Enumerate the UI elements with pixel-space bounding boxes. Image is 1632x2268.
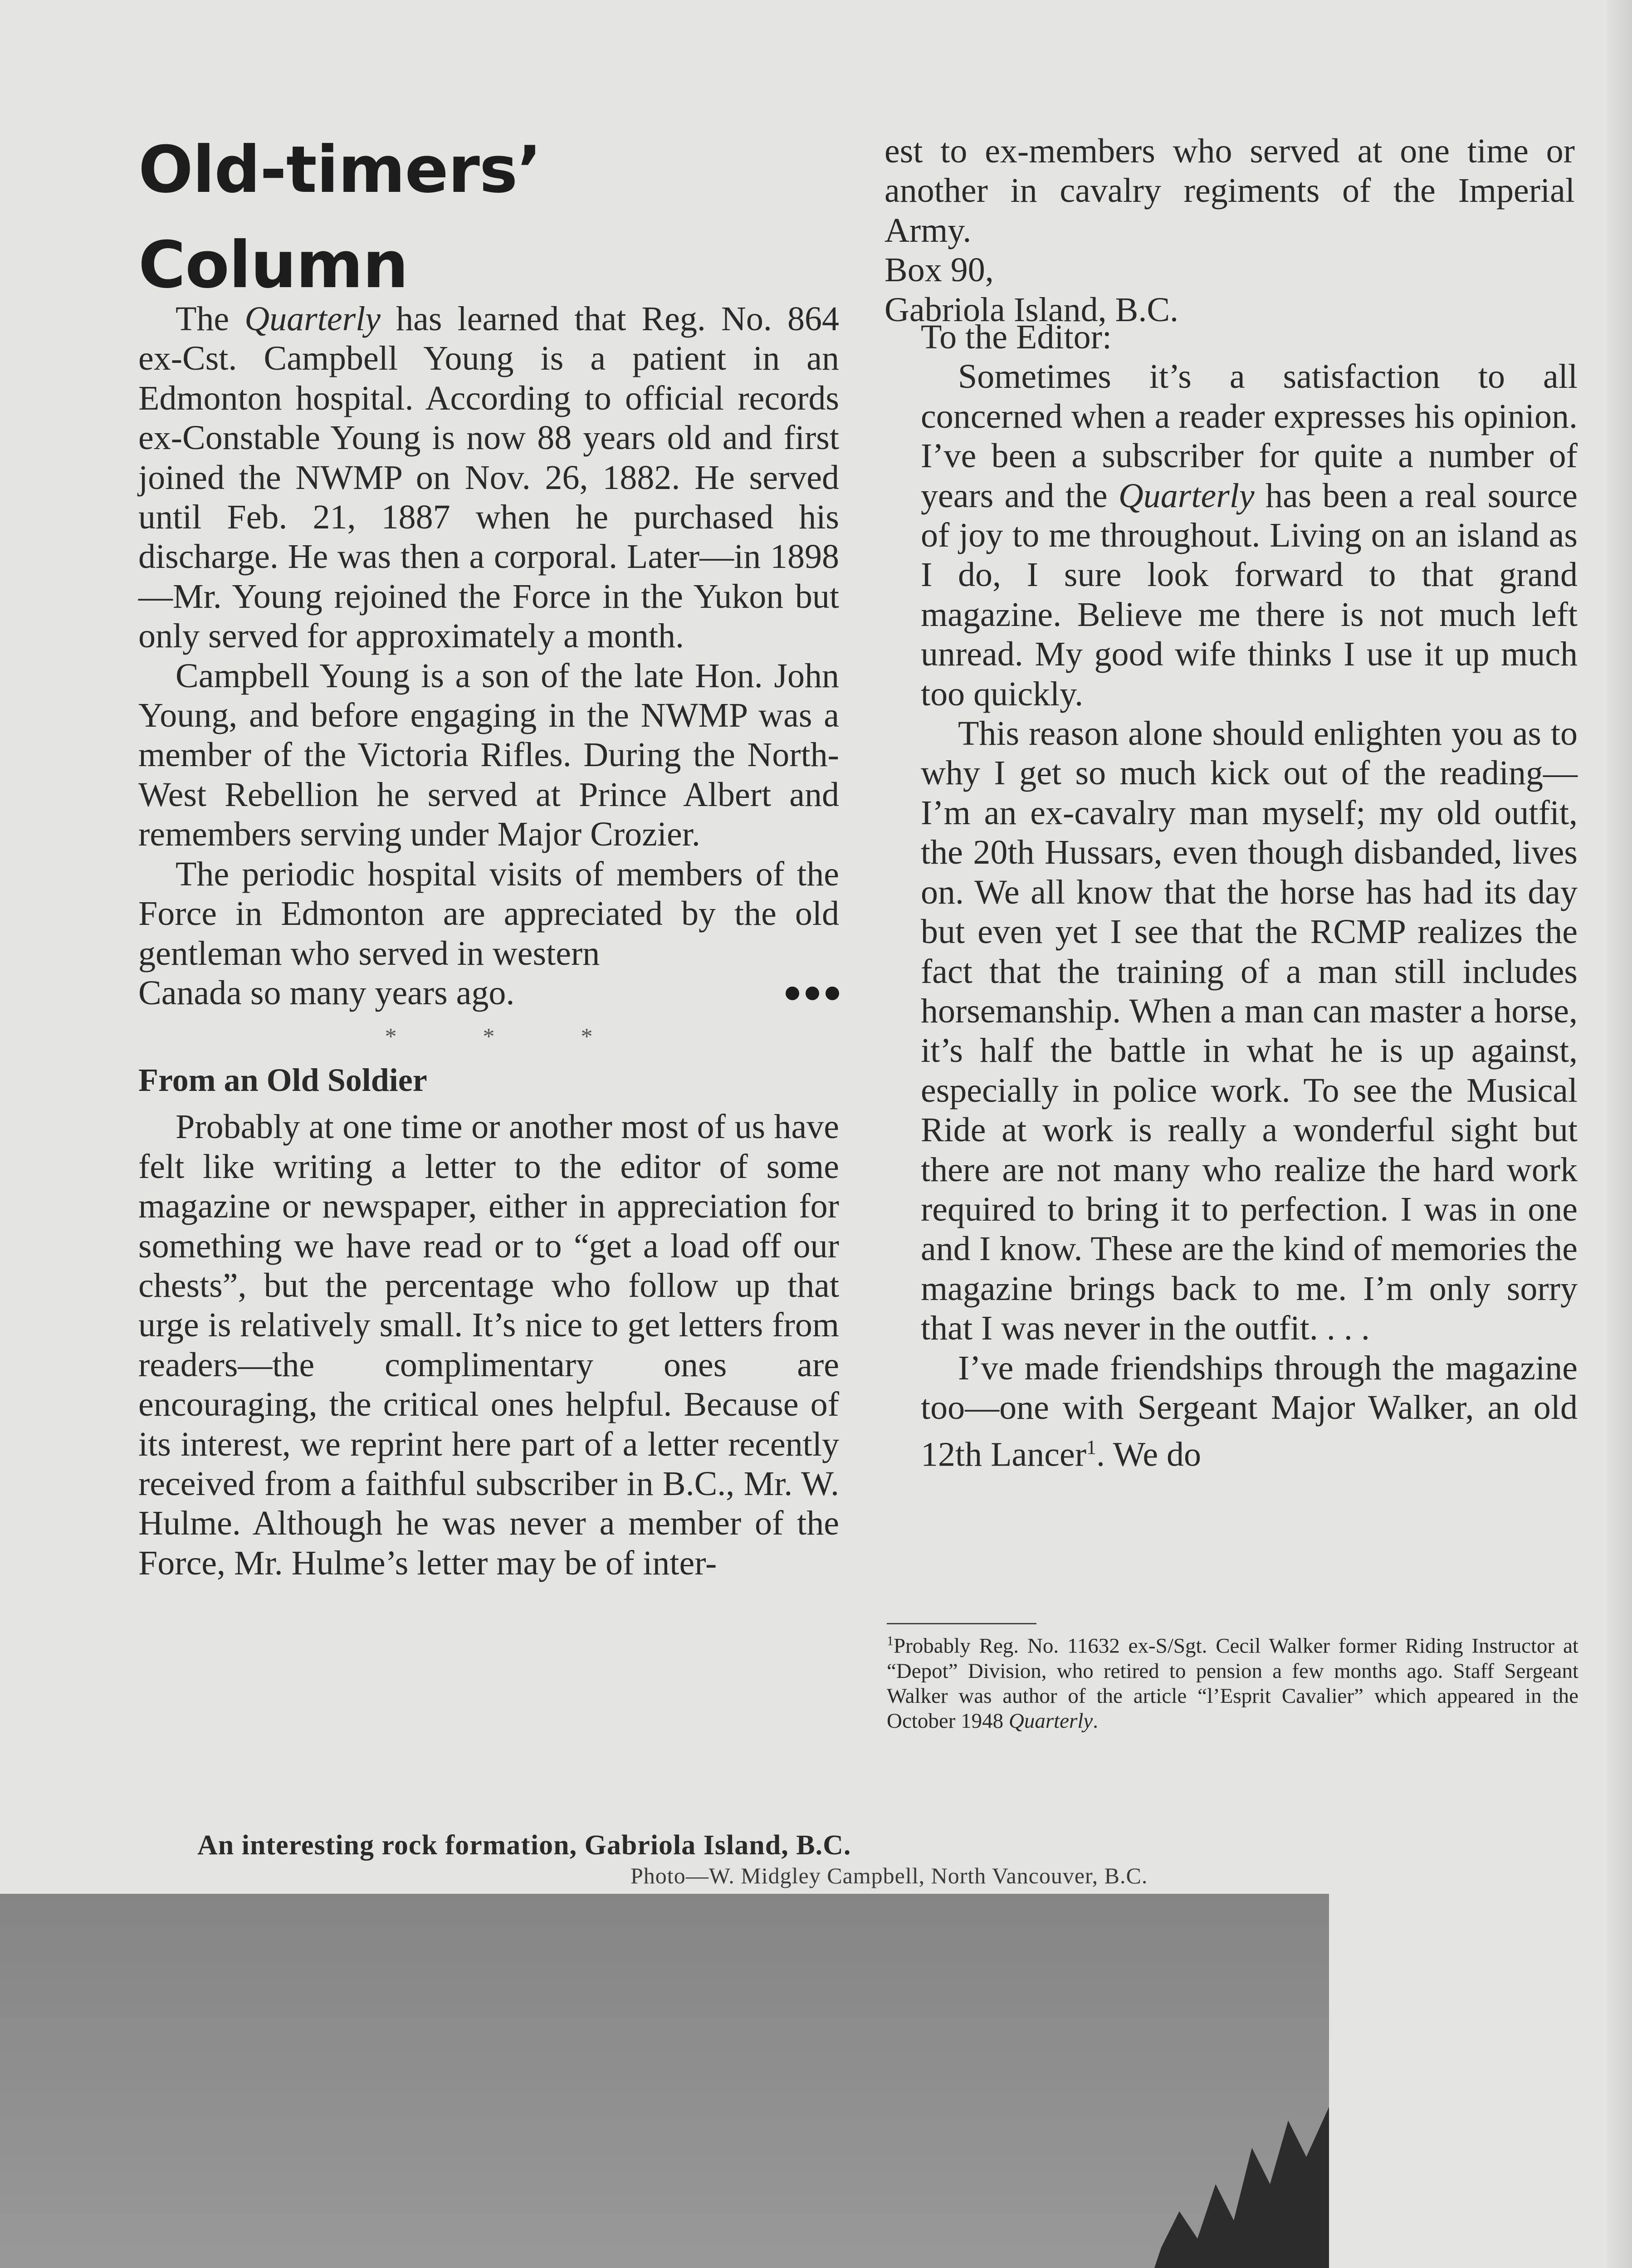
right-column-top: [884, 132, 1575, 330]
paragraph-family: Campbell Young is a son of the late Hon. John Young, and before engaging in the NWMP was a member of the Victoria Rifles. During the North-West Rebellion he served at Prince Albert and remembers serving under Major Crozier.: [138, 656, 839, 854]
paragraph-campbell-young: [138, 299, 839, 656]
page-edge: [1607, 0, 1632, 2268]
text-run: has been a real source of joy to me throughout. Living on an island as I do, I sure look forward to that grand magazine. Believe me there is not much left unread. My good wife thinks I use it up much too quickly.: [921, 476, 1578, 713]
subheading: From an Old Soldier: [138, 1062, 427, 1099]
footnote: [887, 1628, 1578, 1734]
text-run: . We do: [1096, 1435, 1202, 1474]
text-run: I’ve made friendships through the magazine too—one with Sergeant Major Walker, an old 12th Lancer: [921, 1349, 1578, 1474]
end-mark-dots-icon: [786, 987, 839, 1000]
footnote-marker: 1: [887, 1633, 894, 1648]
section-divider: [138, 1017, 839, 1057]
footnote-rule: [887, 1623, 1036, 1624]
address-line-2: Gabriola Island, B.C.: [884, 290, 1179, 329]
text-run: Probably Reg. No. 11632 ex-S/Sgt. Cecil Walker former Riding Instructor at “Depot” Division, who retired to pension a few months ago. Staff Sergeant Walker was author of the article “l’Esprit Cavalier” which appeared in the October 1948: [887, 1634, 1578, 1733]
text-run: The: [176, 300, 245, 338]
text-run: has learned that Reg. No. 864 ex-Cst. Campbell Young is a patient in an Edmonton hospital. According to official records ex-Constable Young is now 88 years old and first joined the NWMP on Nov. 26, 1882. He served until Feb. 21, 1887 when he purchased his discharge. He was then a corporal. Later—in 1898—Mr. Young rejoined the Force in the Yukon but only served for approximately a month.: [138, 300, 840, 655]
photo-credit: Photo—W. Midgley Campbell, North Vancouver, B.C.: [630, 1863, 1148, 1888]
heading-line-2: Column: [138, 228, 408, 303]
text-run: The periodic hospital visits of members of the Force in Edmonton are appreciated by the old gentleman who served in western: [138, 855, 839, 973]
divider-star-icon: *: [581, 1024, 593, 1050]
paragraph-letters-intro: Probably at one time or another most of us have felt like writing a letter to the editor of some magazine or newspaper, either in appreciation for something we have read or to “get a load off our chests”, but the percentage who follow up that urge is relatively small. It’s nice to get letters from readers—the complimentary ones are encouraging, the critical ones helpful. Because of its interest, we reprint here part of a letter recently received from a faithful subscriber in B.C., Mr. W. Hulme. Although he was never a member of the Force, Mr. Hulme’s letter may be of inter-: [138, 1108, 839, 1582]
paragraph-hospital-visits: [138, 855, 839, 973]
letter-paragraph-2: This reason alone should enlighten you as to why I get so much kick out of the reading—I’m an ex-cavalry man myself; my old outfit, the 20th Hussars, even though disbanded, lives on. We all know that the horse has had its day but even yet I see that the RCMP realizes the fact that the training of a man still includes horsemanship. When a man can master a horse, it’s half the battle in what he is up against, especially in police work. To see the Musical Ride at work is really a wonderful sight but there are not many who realize the hard work required to bring it to perfection. I was in one and I know. These are the kind of memories the magazine brings back to me. I’m only sorry that I was never in the outfit. . . .: [921, 714, 1578, 1348]
italic-run: Quarterly: [244, 300, 381, 338]
letter-paragraph-3: [921, 1349, 1578, 1475]
rock-formation-photo: [0, 1894, 1329, 2268]
paragraph-continuation: est to ex-members who served at one time or another in cavalry regiments of the Imperial Army.: [884, 132, 1575, 249]
divider-star-icon: *: [385, 1024, 397, 1050]
text-run: Sometimes it’s a satisfaction to all concerned when a reader expresses his opinion. I’ve been a subscriber for quite a number of years and the: [921, 357, 1578, 515]
address-line-1: Box 90,: [884, 251, 994, 289]
column-heading: [138, 122, 864, 313]
right-column-letter: [921, 318, 1578, 1475]
divider-star-icon: *: [483, 1024, 495, 1050]
salutation: To the Editor:: [921, 318, 1112, 356]
italic-run: Quarterly: [1008, 1709, 1093, 1733]
heading-line-1: Old-timers’: [138, 132, 542, 207]
italic-run: Quarterly: [1118, 476, 1255, 515]
text-run: .: [1093, 1709, 1098, 1733]
footnote-reference: 1: [1086, 1436, 1097, 1459]
paragraph-end-row: [138, 973, 839, 1013]
letter-paragraph-1: [921, 357, 1578, 714]
photo-caption: An interesting rock formation, Gabriola Island, B.C.: [197, 1830, 851, 1861]
left-column: [138, 299, 839, 1583]
text-run: Canada so many years ago.: [138, 973, 515, 1012]
